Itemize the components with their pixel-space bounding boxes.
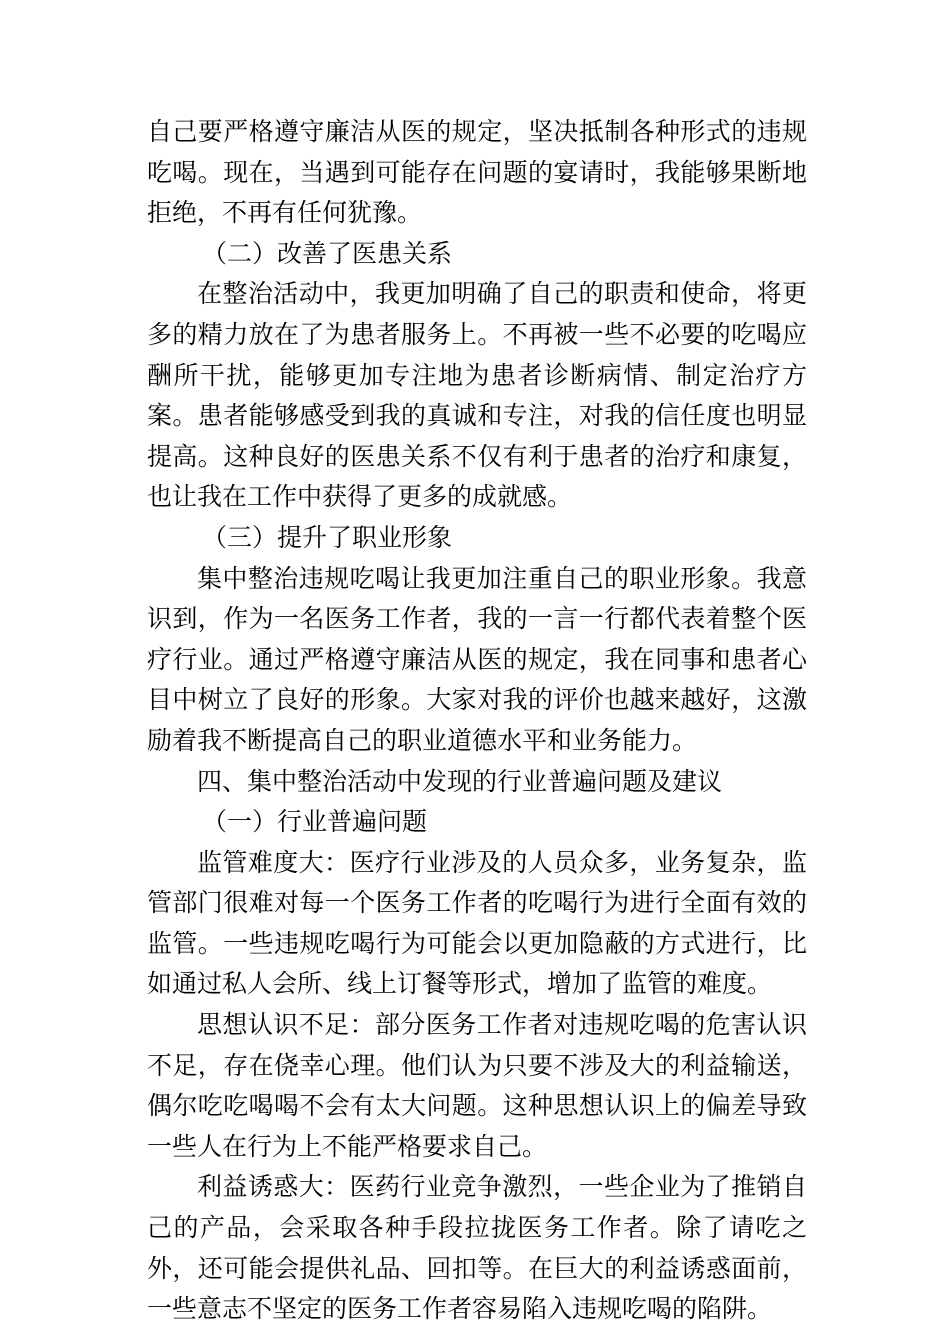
paragraph-interest-temptation: 利益诱惑大：医药行业竞争激烈，一些企业为了推销自己的产品，会采取各种手段拉拢医务工作者。除了请吃之外，还可能会提供礼品、回扣等。在巨大的利益诱惑面前，一些意志不坚定的医务工作者容易陷入违规吃喝的陷阱。 bbox=[147, 1172, 807, 1324]
paragraph-continued: 自己要严格遵守廉洁从医的规定，坚决抵制各种形式的违规吃喝。现在，当遇到可能存在问题的宴请时，我能够果断地拒绝，不再有任何犹豫。 bbox=[147, 117, 807, 228]
document-body bbox=[147, 112, 807, 1330]
paragraph-professional-image: 集中整治违规吃喝让我更加注重自己的职业形象。我意识到，作为一名医务工作者，我的一言一行都代表着整个医疗行业。通过严格遵守廉洁从医的规定，我在同事和患者心目中树立了良好的形象。大家对我的评价也越来越好，这激励着我不断提高自己的职业道德水平和业务能力。 bbox=[147, 563, 807, 755]
paragraph-supervision-difficulty: 监管难度大：医疗行业涉及的人员众多，业务复杂，监管部门很难对每一个医务工作者的吃喝行为进行全面有效的监管。一些违规吃喝行为可能会以更加隐蔽的方式进行，比如通过私人会所、线上订餐等形式，增加了监管的难度。 bbox=[147, 847, 807, 999]
subheading-common-problems: （一）行业普遍问题 bbox=[202, 807, 428, 837]
paragraph-doctor-patient: 在整治活动中，我更加明确了自己的职责和使命，将更多的精力放在了为患者服务上。不再被一些不必要的吃喝应酬所干扰，能够更加专注地为患者诊断病情、制定治疗方案。患者能够感受到我的真诚和专注，对我的信任度也明显提高。这种良好的医患关系不仅有利于患者的治疗和康复，也让我在工作中获得了更多的成就感。 bbox=[147, 279, 807, 512]
subheading-professional-image: （三）提升了职业形象 bbox=[202, 522, 453, 552]
paragraph-insufficient-awareness: 思想认识不足：部分医务工作者对违规吃喝的危害认识不足，存在侥幸心理。他们认为只要不涉及大的利益输送，偶尔吃吃喝喝不会有太大问题。这种思想认识上的偏差导致一些人在行为上不能严格要求自己。 bbox=[147, 1010, 807, 1161]
subheading-improve-doctor-patient-relation: （二）改善了医患关系 bbox=[202, 238, 453, 268]
section-heading-industry-problems: 四、集中整治活动中发现的行业普遍问题及建议 bbox=[197, 766, 723, 796]
